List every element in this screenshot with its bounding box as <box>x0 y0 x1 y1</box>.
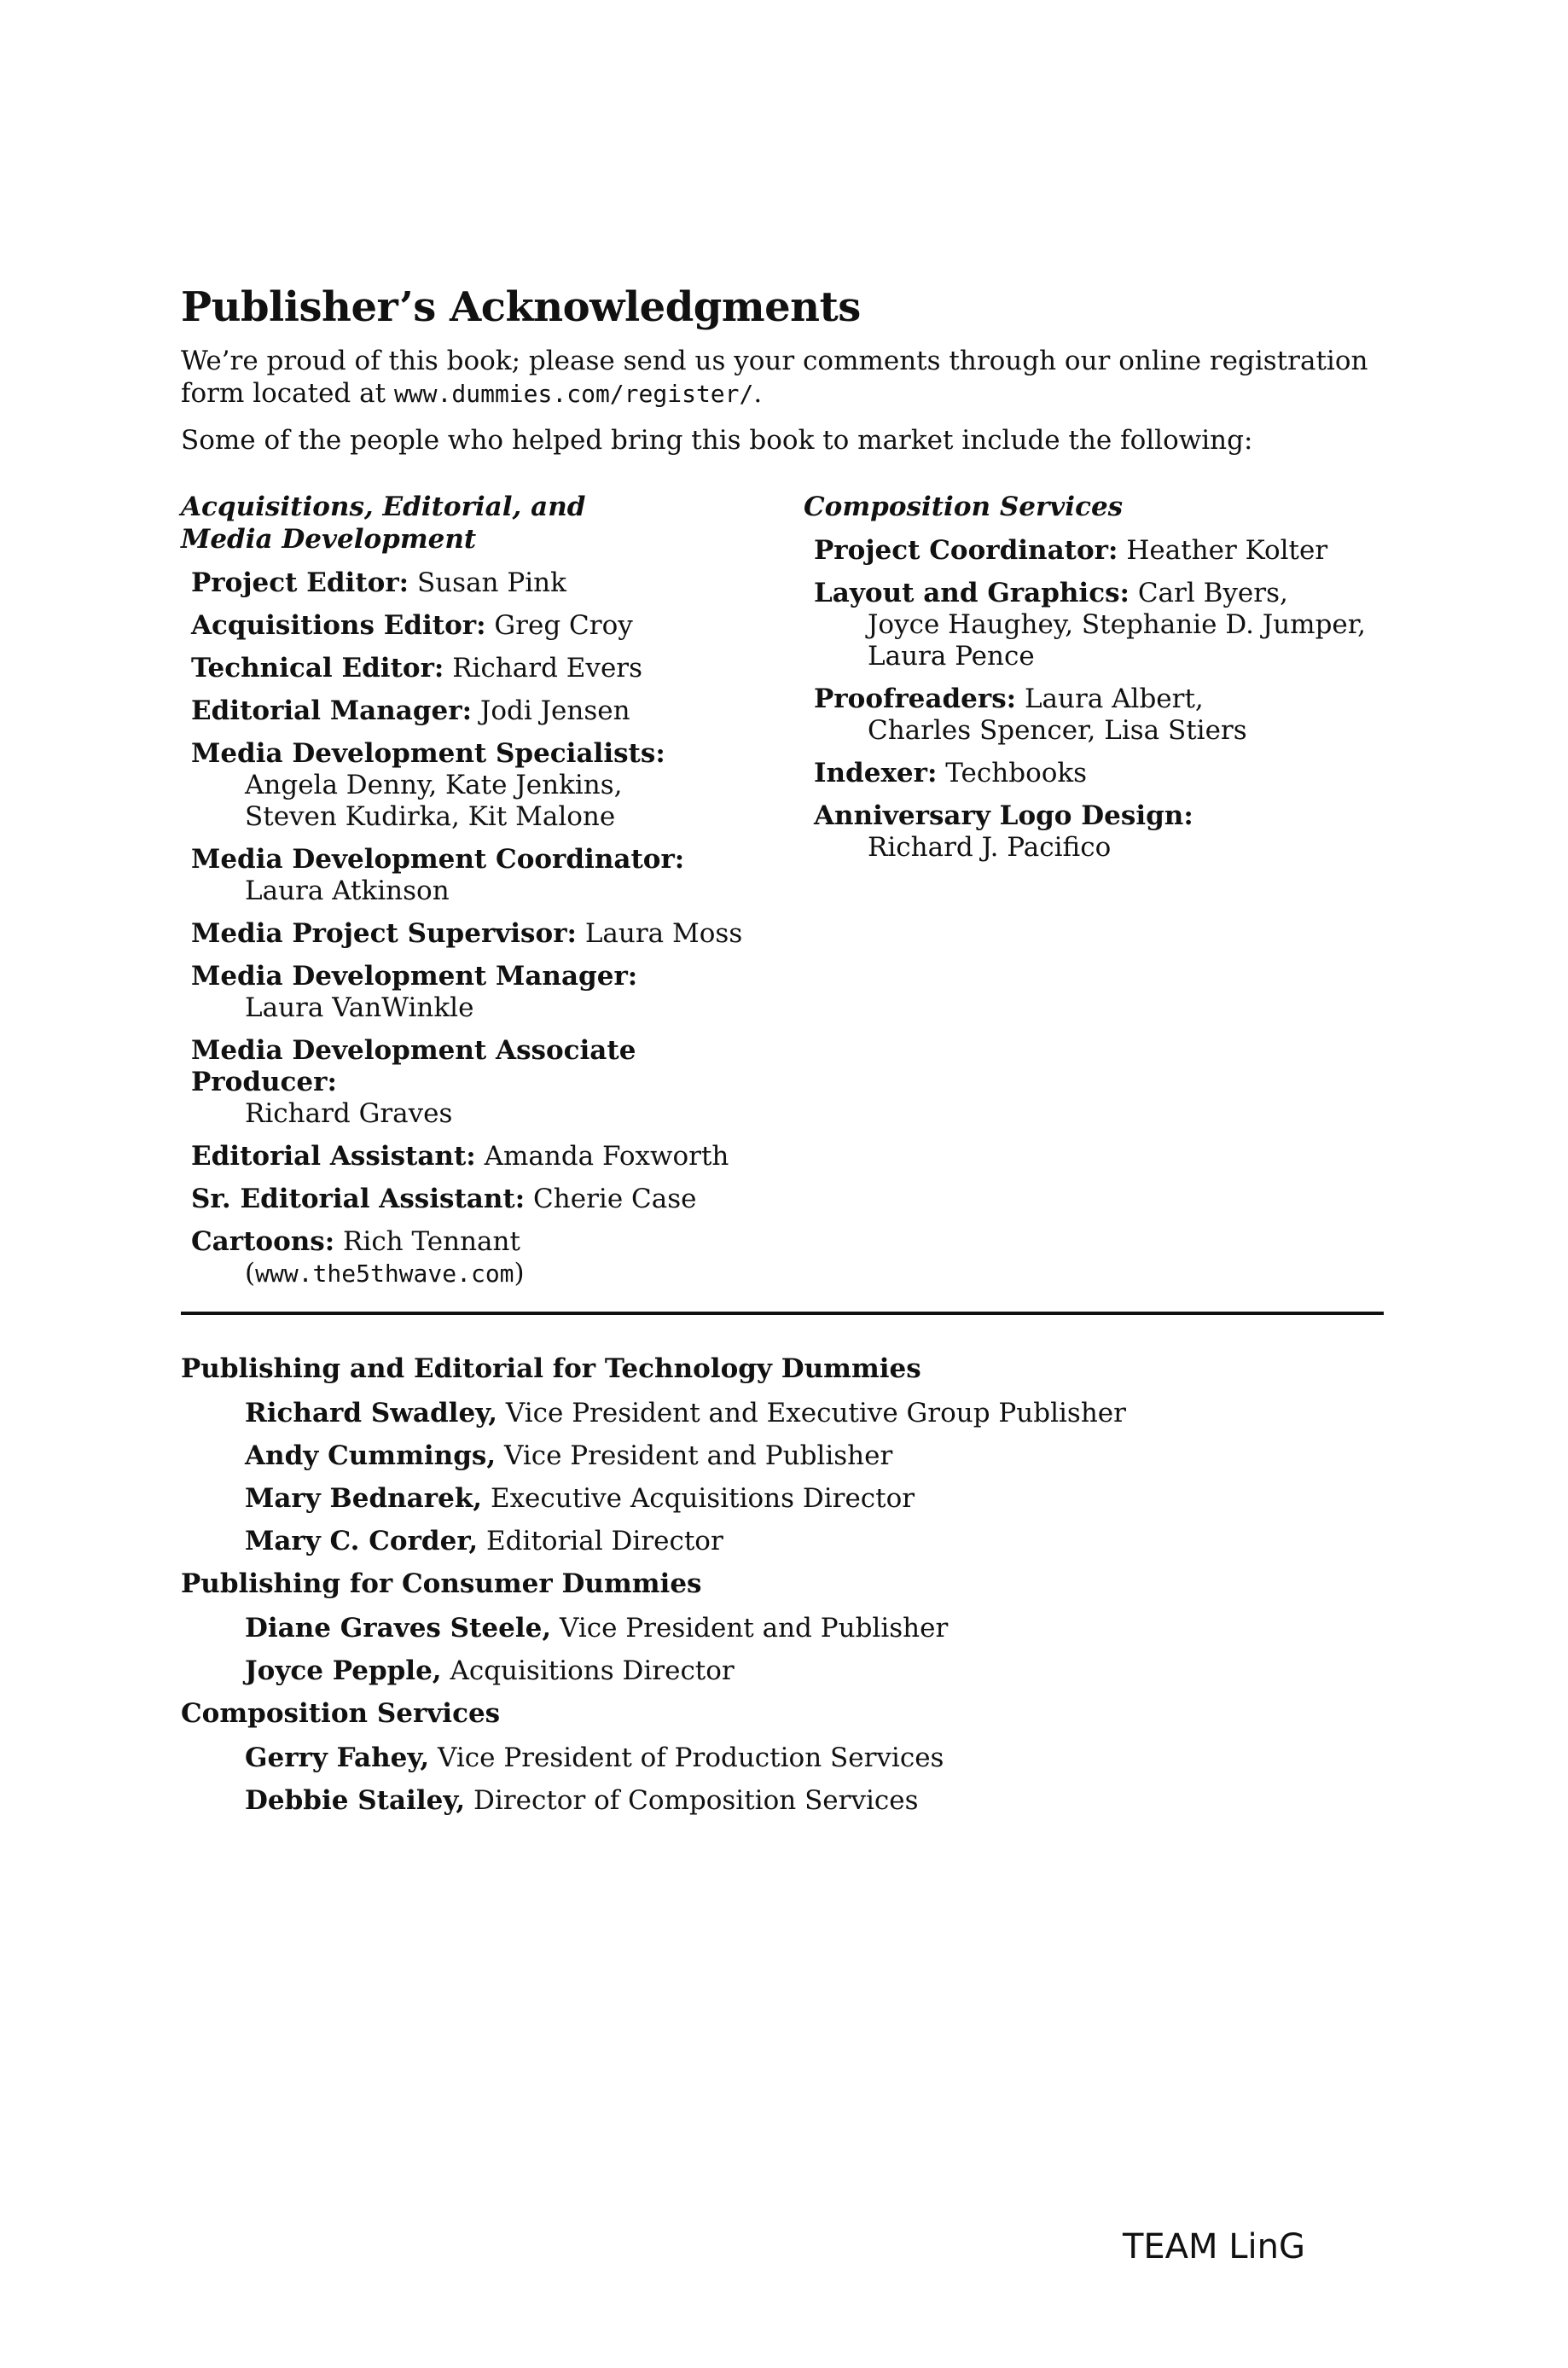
intro-text: We’re proud of this book; please send us your comments through our online registration form located at <box>181 346 1368 409</box>
cartoons-url: www.the5thwave.com <box>255 1260 514 1288</box>
management-credits <box>181 1353 1384 1827</box>
person-title: Director of Composition Services <box>465 1785 919 1816</box>
paren-open: ( <box>245 1258 256 1289</box>
credit-names: Richard Evers <box>444 653 643 684</box>
person-entry <box>245 1612 1384 1644</box>
credit-role: Media Development Associate Producer: <box>191 1035 636 1097</box>
team-ling-watermark: TEAM LinG <box>1122 2227 1305 2266</box>
credit-role: Sr. Editorial Assistant: <box>191 1184 526 1214</box>
page-title: Publisher’s Acknowledgments <box>181 283 861 331</box>
person-title: Vice President and Executive Group Publisher <box>497 1398 1126 1428</box>
credit-names: Richard J. Pacifico <box>868 832 1112 863</box>
credit-names: Cherie Case <box>525 1184 697 1214</box>
credit-role: Cartoons: <box>191 1226 335 1257</box>
group-title-tech-dummies: Publishing and Editorial for Technology Dummies <box>181 1353 921 1384</box>
person-entry <box>245 1742 1384 1774</box>
credit-role: Proofreaders: <box>814 684 1017 714</box>
person-entry <box>245 1655 1384 1687</box>
acknowledgments-page <box>181 282 1384 1289</box>
person-name: Andy Cummings, <box>245 1440 497 1471</box>
credits-columns <box>181 491 1384 1289</box>
person-name: Debbie Stailey, <box>245 1785 466 1816</box>
credit-names: Carl Byers, <box>1129 578 1288 608</box>
credit-names: Heather Kolter <box>1118 535 1328 566</box>
person-title: Executive Acquisitions Director <box>482 1483 915 1514</box>
credit-role: Media Development Specialists: <box>191 738 665 769</box>
credit-technical-editor <box>191 653 787 684</box>
credit-names-continued: Charles Spencer, Lisa Stiers <box>868 715 1247 746</box>
cartoons-url-line <box>191 1258 787 1289</box>
person-title: Acquisitions Director <box>441 1655 735 1686</box>
intro-paragraph-2: Some of the people who helped bring this book to market include the following: <box>181 425 1253 456</box>
person-title: Vice President and Publisher <box>496 1440 893 1471</box>
credit-sr-editorial-assistant <box>191 1184 787 1215</box>
left-column <box>181 491 787 1300</box>
section-divider <box>181 1312 1384 1315</box>
section-title-line1: Acquisitions, Editorial, and <box>181 492 586 522</box>
credit-role: Layout and Graphics: <box>814 578 1130 608</box>
credit-names: Techbooks <box>937 758 1088 788</box>
credit-project-coordinator <box>814 535 1384 567</box>
section-title-line2: Media Development <box>181 524 477 555</box>
credit-names: Richard Graves <box>245 1098 453 1129</box>
person-entry <box>245 1482 1384 1515</box>
group-title-consumer-dummies: Publishing for Consumer Dummies <box>181 1568 702 1599</box>
credit-names-continued: Steven Kudirka, Kit Malone <box>245 801 616 832</box>
credit-role: Editorial Manager: <box>191 695 473 726</box>
person-title: Vice President and Publisher <box>551 1613 949 1644</box>
credit-project-editor <box>191 567 787 599</box>
person-name: Joyce Pepple, <box>245 1655 442 1686</box>
credit-role: Technical Editor: <box>191 653 444 684</box>
person-title: Editorial Director <box>478 1526 723 1556</box>
credit-role: Acquisitions Editor: <box>191 610 486 641</box>
credit-names: Angela Denny, Kate Jenkins, <box>245 770 623 800</box>
person-name: Diane Graves Steele, <box>245 1613 552 1644</box>
credit-role: Media Development Coordinator: <box>191 844 685 875</box>
credit-names: Laura Moss <box>576 918 743 949</box>
credit-names: Jodi Jensen <box>472 695 630 726</box>
person-entry <box>245 1440 1384 1472</box>
credit-role: Project Editor: <box>191 567 409 598</box>
credit-media-dev-manager <box>191 961 787 1024</box>
credit-names: Rich Tennant <box>334 1226 520 1257</box>
credit-media-dev-coordinator <box>191 844 787 907</box>
credit-role: Anniversary Logo Design: <box>814 800 1193 831</box>
person-entry <box>245 1397 1384 1429</box>
person-entry <box>245 1784 1384 1817</box>
credit-media-dev-specialists <box>191 738 787 833</box>
credit-names: Laura VanWinkle <box>245 992 474 1023</box>
paren-close: ) <box>514 1258 525 1289</box>
credit-role: Media Development Manager: <box>191 961 638 992</box>
credit-logo-design <box>814 800 1384 864</box>
credit-names: Greg Croy <box>485 610 633 641</box>
intro-paragraph <box>181 345 1384 410</box>
credit-names-continued: Joyce Haughey, Stephanie D. Jumper, <box>868 609 1367 640</box>
credit-proofreaders <box>814 684 1384 747</box>
section-title-composition: Composition Services <box>804 492 1124 522</box>
credit-role: Editorial Assistant: <box>191 1141 476 1172</box>
person-name: Mary Bednarek, <box>245 1483 483 1514</box>
intro-end: . <box>753 378 763 409</box>
credit-media-dev-associate-producer <box>191 1035 787 1130</box>
group-title-composition: Composition Services <box>181 1698 501 1729</box>
credit-names: Susan Pink <box>409 567 566 598</box>
person-title: Vice President of Production Services <box>429 1743 944 1773</box>
person-entry <box>245 1525 1384 1557</box>
credit-media-project-supervisor <box>191 918 787 950</box>
credit-names: Laura Albert, <box>1016 684 1204 714</box>
credit-layout-graphics <box>814 578 1384 672</box>
registration-url: www.dummies.com/register/ <box>393 380 754 408</box>
credit-names: Laura Atkinson <box>245 876 450 906</box>
credit-indexer <box>814 758 1384 789</box>
section-title-acquisitions <box>181 491 787 556</box>
right-column <box>804 491 1384 875</box>
credit-acquisitions-editor <box>191 610 787 642</box>
credit-role: Indexer: <box>814 758 938 788</box>
credit-editorial-manager <box>191 695 787 727</box>
credit-cartoons <box>191 1226 787 1289</box>
credit-names: Amanda Foxworth <box>475 1141 729 1172</box>
credit-role: Media Project Supervisor: <box>191 918 577 949</box>
credit-names-continued-2: Laura Pence <box>868 641 1035 672</box>
credit-editorial-assistant <box>191 1141 787 1172</box>
person-name: Mary C. Corder, <box>245 1526 479 1556</box>
credit-role: Project Coordinator: <box>814 535 1118 566</box>
person-name: Gerry Fahey, <box>245 1743 430 1773</box>
person-name: Richard Swadley, <box>245 1398 498 1428</box>
